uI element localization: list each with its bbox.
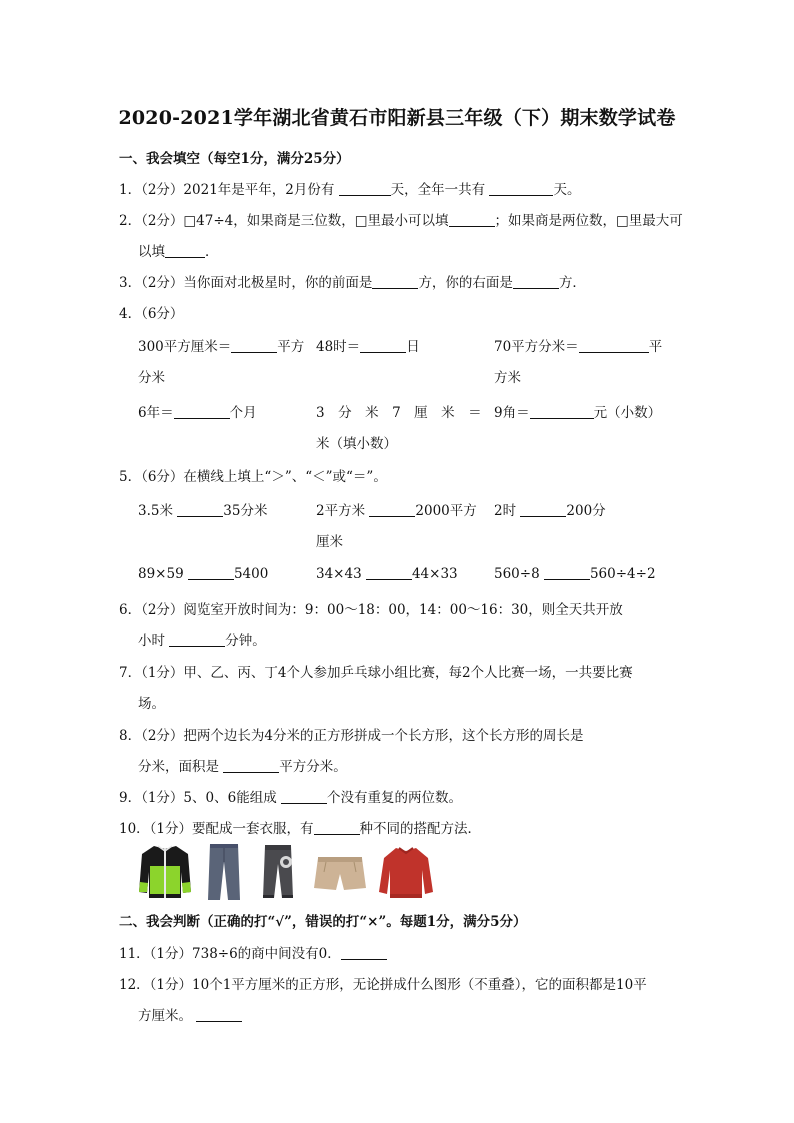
q5-item-5 — [316, 565, 458, 582]
q8-text-b: 分米，面积是 — [138, 759, 219, 775]
q5-item-6-text-b: 560÷4÷2 — [589, 566, 656, 582]
q10-text-b: 种不同的搭配方法． — [359, 821, 482, 837]
q5-item-6-blank[interactable] — [544, 565, 590, 580]
q11-text-a: 11．（1分）738÷6的商中间没有0． — [119, 946, 341, 962]
question-11 — [119, 942, 387, 962]
question-1 — [119, 178, 580, 198]
q2-text-a: 2．（2分）□47÷4，如果商是三位数，□里最小可以填 — [119, 213, 449, 229]
q5-item-2-text-b: 2000平方 — [415, 503, 477, 519]
q4-item-4-text-b: 个月 — [229, 405, 257, 421]
q9-text-b: 个没有重复的两位数。 — [327, 790, 462, 806]
q10-text-a: 10．（1分）要配成一套衣服，有 — [119, 821, 314, 837]
q5-item-4-text-b: 5400 — [233, 566, 269, 582]
q5-item-2-text-a: 2平方米 — [316, 503, 366, 519]
q8-text-c: 平方分米。 — [279, 759, 347, 775]
q5-item-1-blank[interactable] — [177, 502, 223, 517]
q4-item-6-blank[interactable] — [530, 404, 594, 419]
q5-item-5-text-b: 44×33 — [411, 566, 458, 582]
q2-blank-2[interactable] — [165, 243, 205, 258]
q4-item-1 — [138, 335, 304, 355]
question-7-cont: 场。 — [138, 696, 165, 712]
q5-item-3-blank[interactable] — [520, 502, 566, 517]
q5-item-6-text-a: 560÷8 — [494, 566, 540, 582]
q5-item-2 — [316, 499, 477, 519]
q1-text-b: 天，全年一共有 — [390, 182, 486, 198]
clothing-images — [136, 842, 436, 900]
q4-item-1-text-a: 300平方厘米＝ — [138, 339, 232, 355]
question-4-heading: 4．（6分） — [119, 306, 184, 322]
question-6: 6．（2分）阅览室开放时间为：9：00～18：00，14：00～16：30，则全天共开放 — [119, 602, 623, 618]
q2-text-c: 以填 — [138, 244, 165, 260]
q4-item-3-cont: 方米 — [494, 370, 521, 386]
q5-item-4 — [138, 565, 268, 582]
q5-item-3-text-b: 200分 — [566, 503, 606, 519]
q4-item-2-blank[interactable] — [360, 338, 406, 353]
q5-item-1-text-a: 3.5米 — [138, 503, 173, 519]
q2-blank-1[interactable] — [449, 212, 495, 227]
q4-item-1-cont: 分米 — [138, 370, 165, 386]
q5-item-5-blank[interactable] — [366, 565, 412, 580]
q5-item-3 — [494, 499, 606, 519]
q6-blank[interactable] — [169, 632, 225, 647]
q6-text-b: 小时 — [138, 633, 165, 649]
question-2-cont — [138, 240, 219, 260]
q11-blank[interactable] — [341, 945, 387, 960]
page-title: 2020-2021学年湖北省黄石市阳新县三年级（下）期末数学试卷 — [118, 107, 676, 129]
q5-item-2-cont: 厘米 — [316, 534, 343, 550]
section-2-heading: 二、我会判断（正确的打“√”，错误的打“×”。每题1分，满分5分） — [119, 914, 527, 930]
q5-item-4-blank[interactable] — [188, 565, 234, 580]
q4-item-6 — [494, 401, 661, 421]
q4-item-4 — [138, 401, 257, 421]
q4-item-2-text-a: 48时＝ — [316, 339, 361, 355]
question-7: 7．（1分）甲、乙、丙、丁4个人参加乒乓球小组比赛，每2个人比赛一场，一共要比赛 — [119, 665, 633, 681]
q4-item-3-text-a: 70平方分米＝ — [494, 339, 579, 355]
q3-text-c: 方． — [558, 275, 586, 291]
q12-text-b: 方厘米。 — [138, 1008, 192, 1024]
question-2 — [119, 209, 683, 229]
q5-item-6 — [494, 565, 656, 582]
q6-text-c: 分钟。 — [225, 633, 266, 649]
q4-item-4-text-a: 6年＝ — [138, 405, 174, 421]
question-9 — [119, 786, 462, 806]
q4-item-3 — [494, 335, 662, 355]
question-8-cont — [138, 755, 347, 775]
q4-item-2 — [316, 335, 420, 355]
q2-text-d: ． — [205, 244, 219, 260]
q1-blank-1[interactable] — [339, 181, 391, 196]
q10-blank[interactable] — [314, 820, 360, 835]
q4-item-4-blank[interactable] — [174, 404, 230, 419]
q9-blank[interactable] — [281, 789, 327, 804]
q8-blank[interactable] — [223, 758, 279, 773]
q3-blank-1[interactable] — [372, 274, 418, 289]
jeans-icon — [206, 842, 242, 902]
q4-item-2-text-b: 日 — [406, 339, 420, 355]
q3-text-b: 方，你的右面是 — [418, 275, 513, 291]
q12-blank[interactable] — [196, 1007, 242, 1022]
question-8: 8．（2分）把两个边长为4分米的正方形拼成一个长方形，这个长方形的周长是 — [119, 728, 584, 744]
q1-text-c: 天。 — [553, 182, 581, 198]
q5-item-1-text-b: 35分米 — [223, 503, 268, 519]
question-5-heading: 5．（6分）在横线上填上“＞”、“＜”或“＝”。 — [119, 469, 387, 485]
question-12-cont — [138, 1004, 242, 1024]
q4-item-6-text-b: 元（小数） — [593, 405, 662, 421]
question-10 — [119, 817, 481, 837]
question-6-cont — [138, 629, 266, 649]
q1-text-a: 1．（2分）2021年是平年，2月份有 — [119, 182, 335, 198]
q4-item-5: 3 分 米 7 厘 米 ＝ — [316, 405, 482, 421]
question-12: 12．（1分）10个1平方厘米的正方形，无论拼成什么图形（不重叠），它的面积都是10平 — [119, 977, 647, 993]
q4-item-1-text-b: 平方 — [277, 339, 305, 355]
q9-text-a: 9．（1分）5、0、6能组成 — [119, 790, 277, 806]
q4-item-6-text-a: 9角＝ — [494, 405, 530, 421]
q4-item-1-blank[interactable] — [231, 338, 277, 353]
question-3 — [119, 271, 586, 291]
q4-item-3-text-b: 平 — [648, 339, 663, 355]
q5-item-5-text-a: 34×43 — [316, 566, 362, 582]
q5-item-2-blank[interactable] — [369, 502, 415, 517]
jacket-icon — [136, 842, 194, 900]
gray-pants-icon — [260, 842, 296, 902]
q4-item-5-cont: 米（填小数） — [316, 436, 397, 452]
section-1-heading: 一、我会填空（每空1分，满分25分） — [119, 151, 350, 167]
shorts-icon — [312, 854, 368, 894]
q5-item-3-text-a: 2时 — [494, 503, 517, 519]
q3-blank-2[interactable] — [513, 274, 559, 289]
red-sweater-icon — [378, 842, 434, 900]
q2-text-b: ；如果商是两位数，□里最大可 — [494, 213, 683, 229]
q1-blank-2[interactable] — [489, 181, 553, 196]
q4-item-3-blank[interactable] — [579, 338, 649, 353]
q5-item-4-text-a: 89×59 — [138, 566, 184, 582]
q3-text-a: 3．（2分）当你面对北极星时，你的前面是 — [119, 275, 373, 291]
q5-item-1 — [138, 499, 267, 519]
